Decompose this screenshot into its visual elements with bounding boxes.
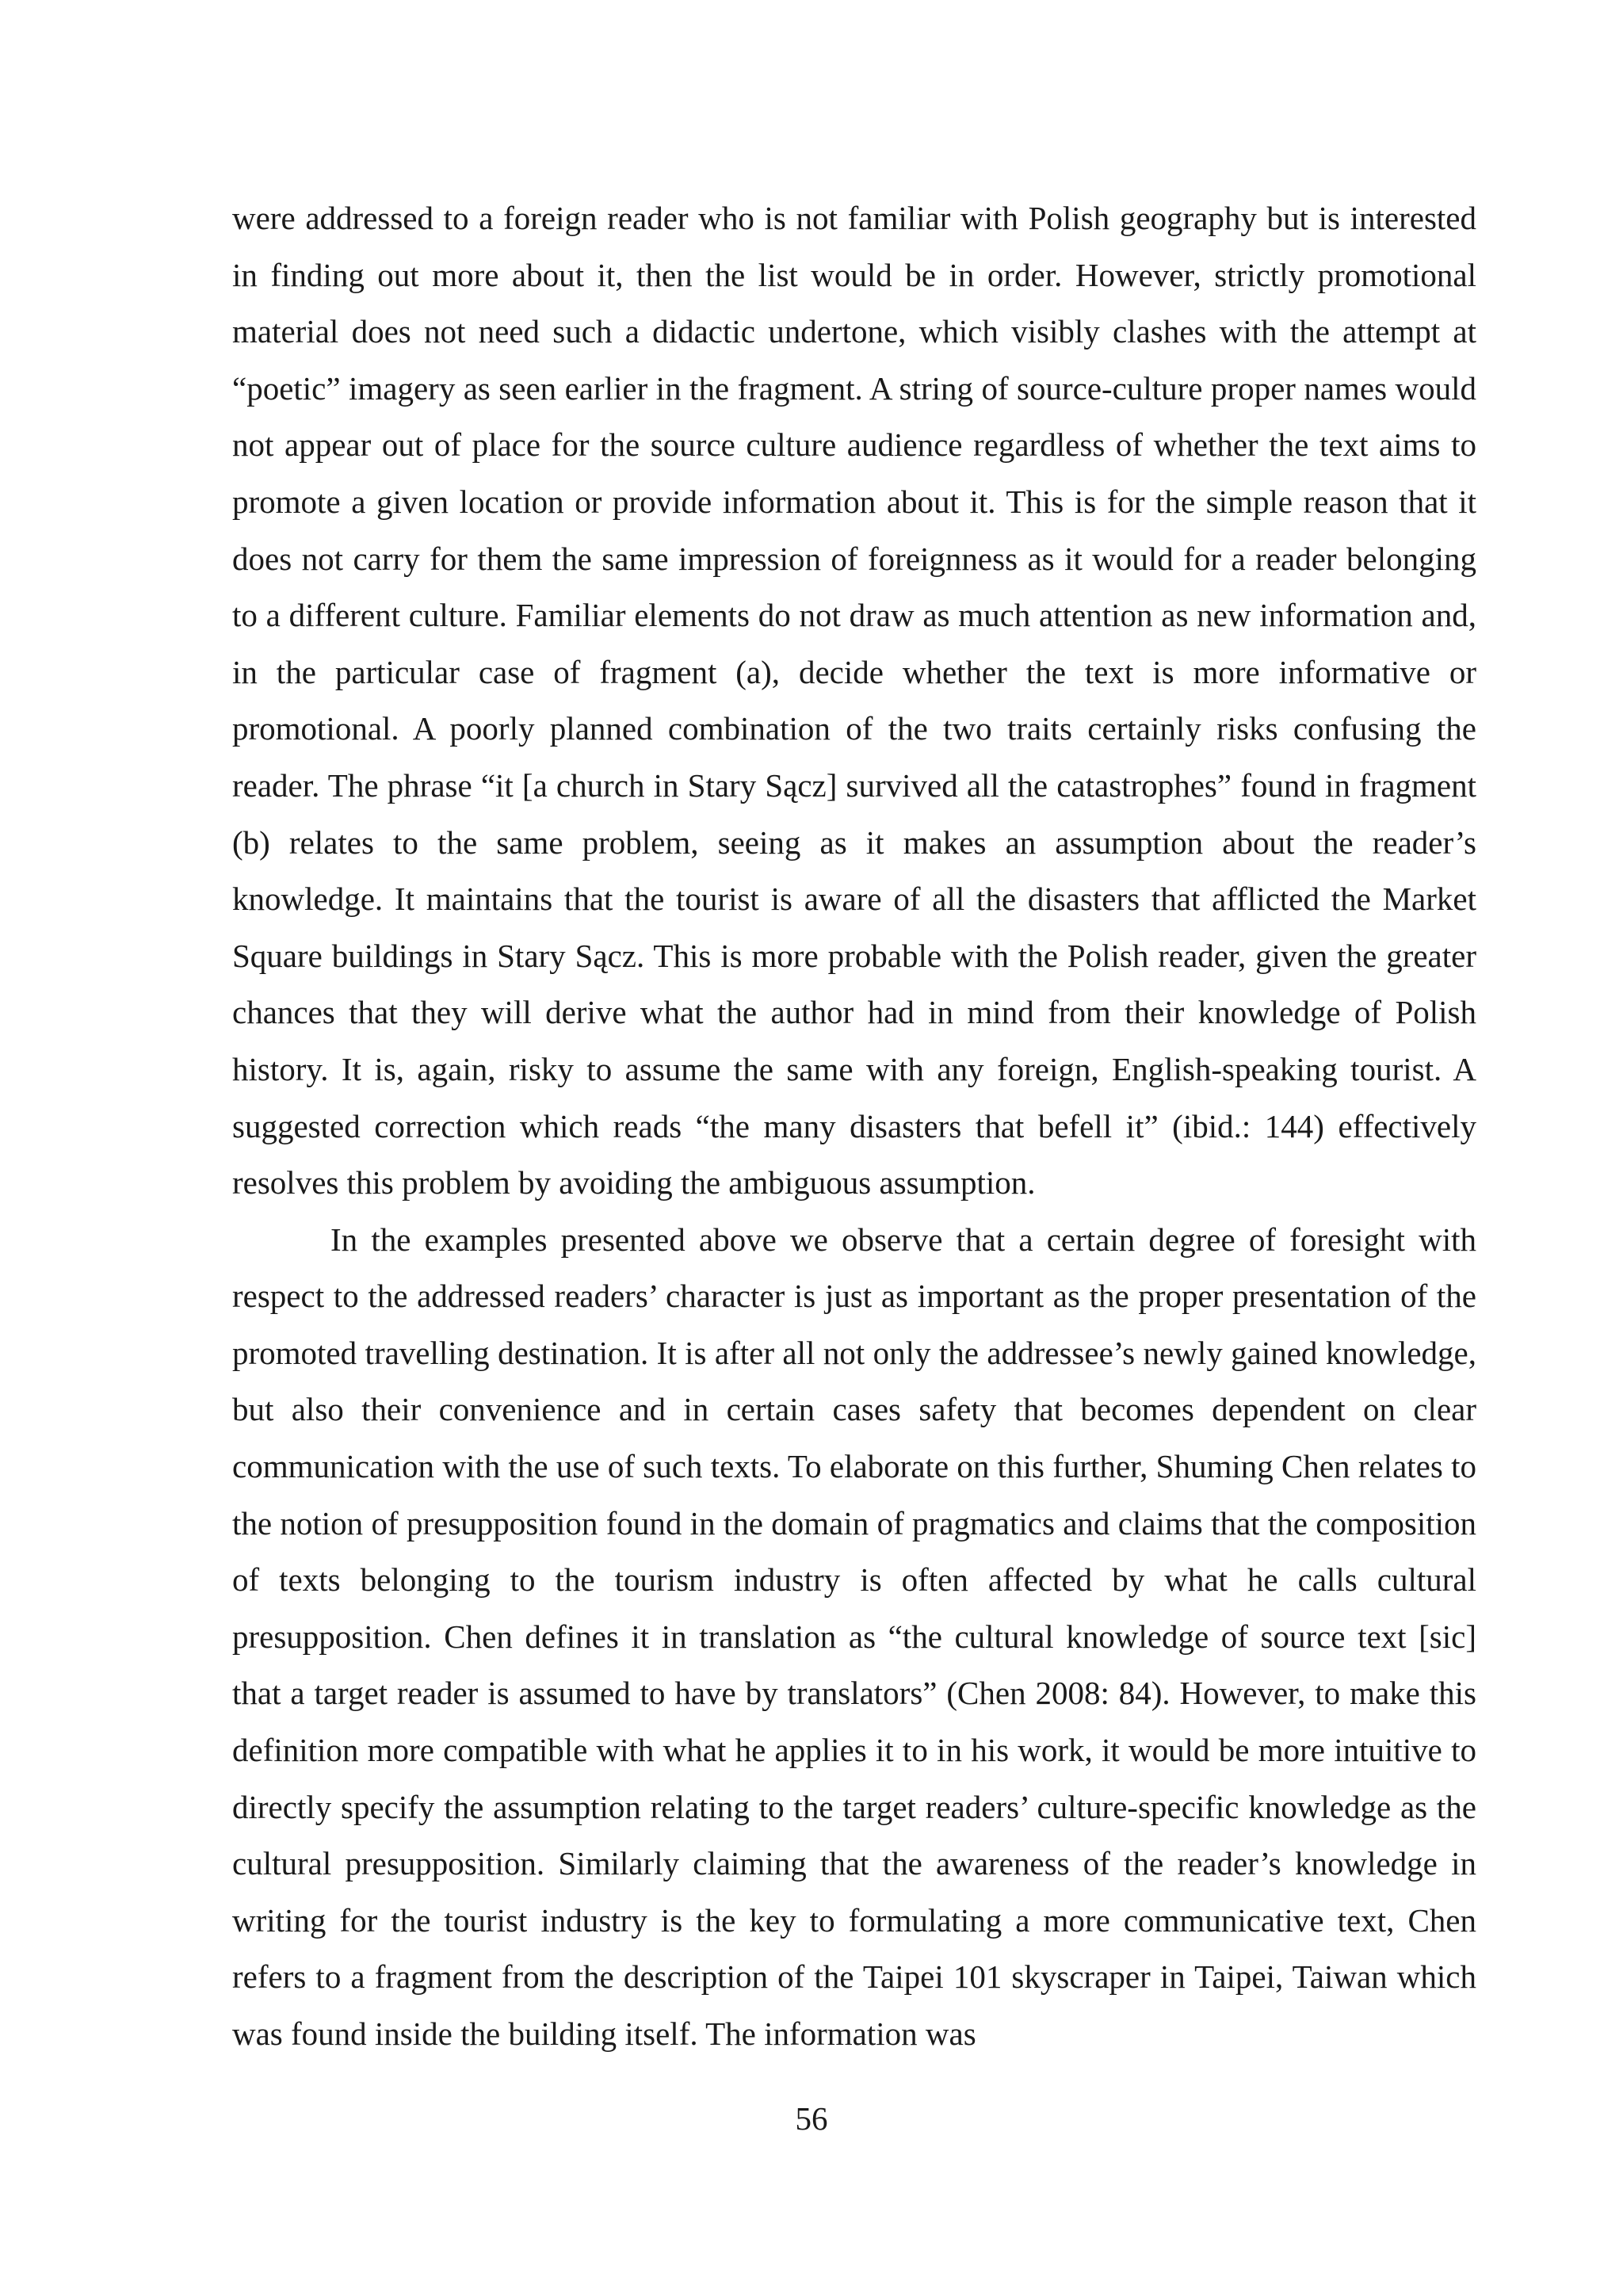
body-text — [232, 190, 1476, 2063]
page-number: 56 — [795, 2100, 828, 2137]
paragraph-continued: were addressed to a foreign reader who is not familiar with Polish geography but is interested in finding out more about it, then the list would be in order. However, strictly promotional material does not need such a didactic undertone, which visibly clashes with the attempt at “poetic” imagery as seen earlier in the fragment. A string of source-culture proper names would not appear out of place for the source culture audience regardless of whether the text aims to promote a given location or provide information about it. This is for the simple reason that it does not carry for them the same impression of foreignness as it would for a reader belonging to a different culture. Familiar elements do not draw as much attention as new information and, in the particular case of fragment (a), decide whether the text is more informative or promotional. A poorly planned combination of the two traits certainly risks confusing the reader. The phrase “it [a church in Stary Sącz] survived all the catastrophes” found in fragment (b) relates to the same problem, seeing as it makes an assumption about the reader’s knowledge. It maintains that the tourist is aware of all the disasters that afflicted the Market Square buildings in Stary Sącz. This is more probable with the Polish reader, given the greater chances that they will derive what the author had in mind from their knowledge of Polish history. It is, again, risky to assume the same with any foreign, English-speaking tourist. A suggested correction which reads “the many disasters that befell it” (ibid.: 144) effectively resolves this problem by avoiding the ambiguous assumption. — [232, 200, 1476, 1201]
paragraph-examples: In the examples presented above we observe that a certain degree of foresight with respect to the addressed readers’ character is just as important as the proper presentation of the promoted travelling destination. It is after all not only the addressee’s newly gained knowledge, but also their convenience and in certain cases safety that becomes dependent on clear communication with the use of such texts. To elaborate on this further, Shuming Chen relates to the notion of presupposition found in the domain of pragmatics and claims that the composition of texts belonging to the tourism industry is often affected by what he calls cultural presupposition. Chen defines it in translation as “the cultural knowledge of source text [sic] that a target reader is assumed to have by translators” (Chen 2008: 84). However, to make this definition more compatible with what he applies it to in his work, it would be more intuitive to directly specify the assumption relating to the target readers’ culture-specific knowledge as the cultural presupposition. Similarly claiming that the awareness of the reader’s knowledge in writing for the tourist industry is the key to formulating a more communicative text, Chen refers to a fragment from the description of the Taipei 101 skyscraper in Taipei, Taiwan which was found inside the building itself. The information was — [232, 1221, 1476, 2052]
